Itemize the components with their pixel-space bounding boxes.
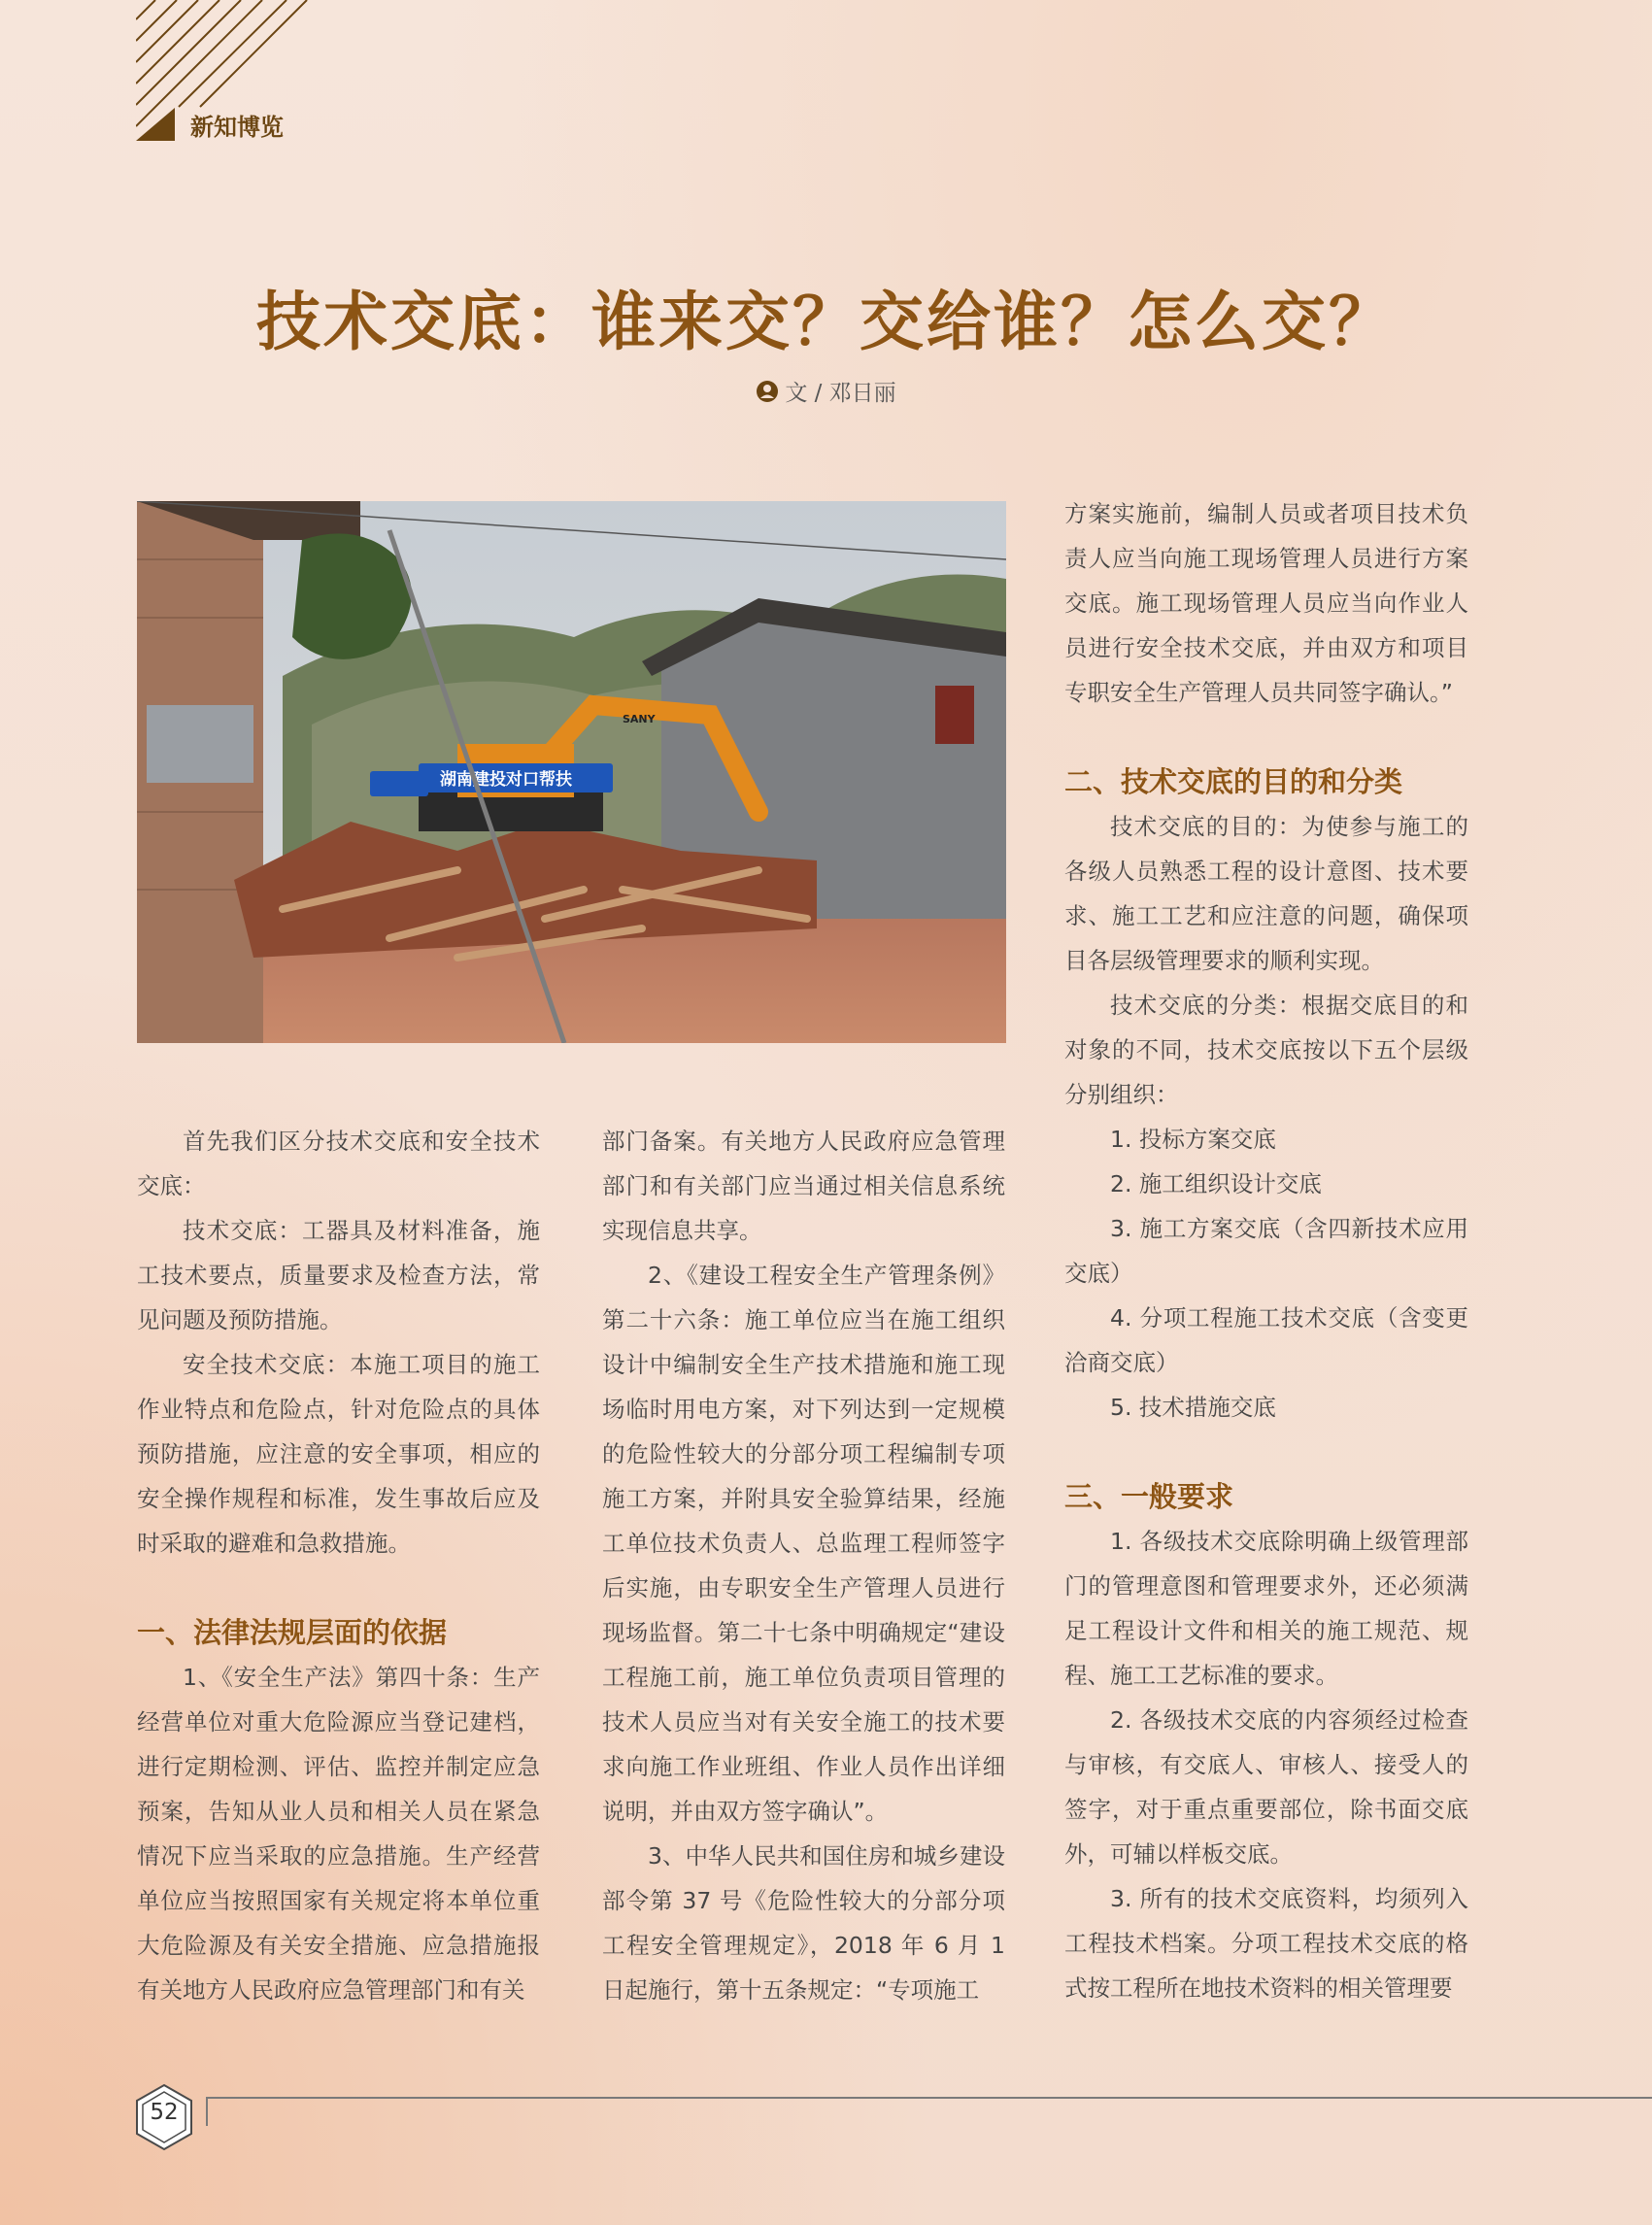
paragraph: 技术交底的目的：为使参与施工的各级人员熟悉工程的设计意图、技术要求、施工工艺和应注意的问题，确保项目各层级管理要求的顺利实现。 [1064, 813, 1468, 974]
section-heading-1: 一、法律法规层面的依据 [137, 1616, 448, 1649]
paragraph: 2、《建设工程安全生产管理条例》第二十六条：施工单位应当在施工组织设计中编制安全生产技术措施和施工现场临时用电方案，对下列达到一定规模的危险性较大的分部分项工程编制专项施工方案，并附具安全验算结果，经施工单位技术负责人、总监理工程师签字后实施，由专职安全生产管理人员进行现场监督。第二十七条中明确规定“建设工程施工前，施工单位负责项目管理的技术人员应当对有关安全施工的技术要求向施工作业班组、作业人员作出详细说明，并由双方签字确认”。 [602, 1262, 1005, 1825]
column-3 [1064, 491, 1468, 2010]
photo-brand-text: SANY [623, 713, 656, 725]
paragraph: 首先我们区分技术交底和安全技术交底： [137, 1128, 540, 1199]
paragraph: 2. 各级技术交底的内容须经过检查与审核，有交底人、审核人、接受人的签字，对于重点重要部位，除书面交底外，可辅以样板交底。 [1064, 1706, 1468, 1868]
section-heading-2: 二、技术交底的目的和分类 [1064, 765, 1403, 798]
paragraph: 3. 所有的技术交底资料，均须列入工程技术档案。分项工程技术交底的格式按工程所在地技术资料的相关管理要 [1064, 1885, 1468, 2002]
section-tag [136, 107, 284, 142]
author-icon [756, 380, 779, 403]
paragraph: 技术交底：工器具及材料准备，施工技术要点，质量要求及检查方法，常见问题及预防措施。 [137, 1217, 540, 1333]
list-item: 2. 施工组织设计交底 [1110, 1170, 1322, 1197]
section-tag-triangle [136, 108, 175, 141]
section-tag-label: 新知博览 [190, 113, 284, 141]
footer-rule [206, 2097, 1652, 2099]
paragraph: 3、中华人民共和国住房和城乡建设部令第 37 号《危险性较大的分部分项工程安全管理规定》，2018 年 6 月 1 日起施行，第十五条规定：“专项施工 [602, 1842, 1005, 2004]
paragraph: 1、《安全生产法》第四十条：生产经营单位对重大危险源应当登记建档，进行定期检测、评估、监控并制定应急预案，告知从业人员和相关人员在紧急情况下应当采取的应急措施。生产经营单位应当按照国家有关规定将本单位重大危险源及有关安全措施、应急措施报有关地方人民政府应急管理部门和有关 [137, 1664, 540, 2004]
list-item: 5. 技术措施交底 [1110, 1394, 1276, 1421]
byline [0, 375, 1652, 407]
paragraph: 1. 各级技术交底除明确上级管理部门的管理意图和管理要求外，还必须满足工程设计文件和相关的施工规范、规程、施工工艺标准的要求。 [1064, 1528, 1468, 1689]
paragraph: 安全技术交底：本施工项目的施工作业特点和危险点，针对危险点的具体预防措施，应注意的安全事项，相应的安全操作规程和标准，发生事故后应及时采取的避难和急救措施。 [137, 1351, 540, 1557]
footer-rule-tick [206, 2097, 208, 2126]
list-item: 3. 施工方案交底（含四新技术应用交底） [1064, 1215, 1468, 1287]
list-item: 1. 投标方案交底 [1110, 1126, 1276, 1153]
column-1 [137, 1119, 540, 2012]
column-2 [602, 1119, 1005, 2012]
list-item: 4. 分项工程施工技术交底（含变更洽商交底） [1064, 1304, 1468, 1376]
page-number: 52 [150, 2100, 179, 2125]
section-heading-3: 三、一般要求 [1064, 1480, 1234, 1513]
article-title: 技术交底：谁来交？交给谁？怎么交？ [256, 284, 1396, 359]
photo-sign-text: 湖南建投对口帮扶 [440, 770, 572, 790]
paragraph: 部门备案。有关地方人民政府应急管理部门和有关部门应当通过相关信息系统实现信息共享。 [602, 1128, 1005, 1244]
article-photo [137, 501, 1006, 1043]
paragraph: 方案实施前，编制人员或者项目技术负责人应当向施工现场管理人员进行方案交底。施工现场管理人员应当向作业人员进行安全技术交底，并由双方和项目专职安全生产管理人员共同签字确认。” [1064, 500, 1468, 706]
paragraph: 技术交底的分类：根据交底目的和对象的不同，技术交底按以下五个层级分别组织： [1064, 992, 1468, 1108]
byline-text: 文 / 邓日丽 [785, 381, 896, 406]
